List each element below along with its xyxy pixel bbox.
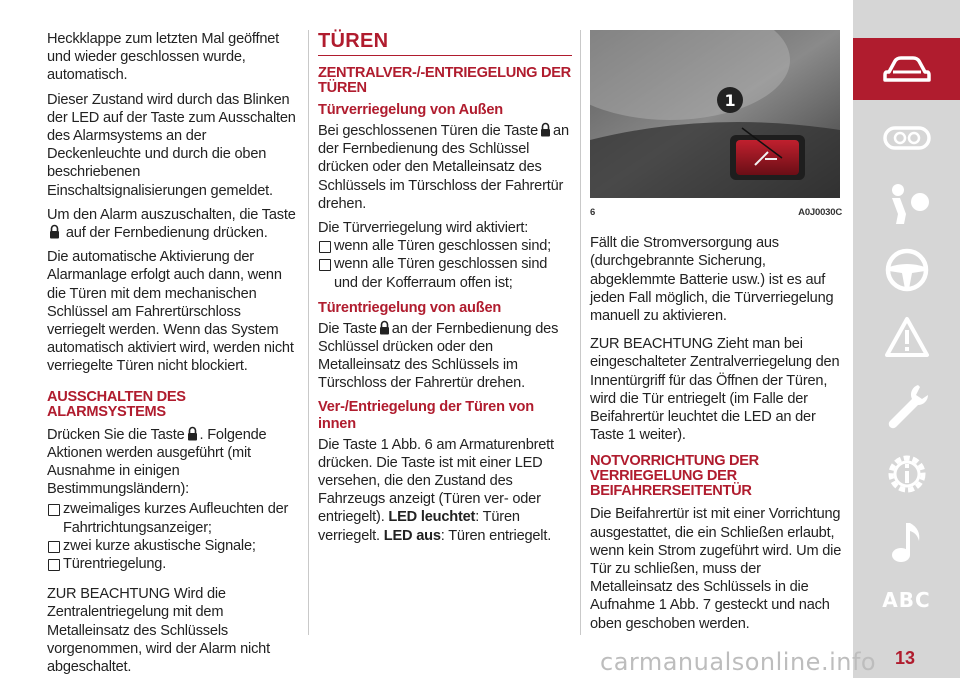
music-note-icon — [887, 517, 927, 567]
list-item: Türentriegelung. — [47, 555, 299, 573]
car-icon — [883, 54, 931, 84]
paragraph — [47, 206, 299, 242]
lock-key-icon — [187, 426, 198, 441]
bold-label: LED aus — [383, 527, 441, 544]
paragraph: Dieser Zustand wird durch das Blinken der LED auf der Taste zum Ausschalten des Alarmsystems an der Deckenleuchte und durch die oben beschriebenen Einschaltsignalisierungen gemeldet. — [47, 91, 296, 199]
dashboard-icon — [883, 125, 931, 151]
text: : Türen entriegelt. — [440, 527, 552, 544]
paragraph — [47, 426, 299, 499]
note: ZUR BEACHTUNG Zieht man bei eingeschalteter Zentralverriegelung den Innentürgriff für das Öffnen der Türen, wird die Tür entriegelt (im Falle der Beifahrertür leuchtet die LED an der Taste 1 weiter). — [590, 336, 840, 444]
sidebar-tab-maintenance[interactable] — [853, 378, 960, 434]
subsection-heading: Ver-/Entriegelung der Türen von innen — [318, 398, 534, 432]
text: an der Fernbedienung des Schlüssel drücken oder den Metalleinsatz des Schlüssels im Türschloss der Fahrertür drehen. — [318, 123, 569, 212]
paragraph: Die Türverriegelung wird aktiviert: — [318, 220, 529, 237]
list-item: zweimaliges kurzes Aufleuchten der Fahrtrichtungsanzeiger; — [47, 500, 299, 536]
text: : Türen verriegelt. — [318, 509, 520, 544]
paragraph — [318, 320, 572, 393]
bold-label: LED leuchtet — [388, 509, 476, 526]
column-divider — [580, 30, 581, 635]
chapter-title: TÜREN — [318, 30, 572, 56]
sidebar-tab-emergency[interactable] — [853, 312, 960, 362]
figure-number: 6 — [590, 207, 596, 218]
sidebar-abc-label: ABC — [882, 588, 931, 612]
paragraph — [318, 436, 572, 545]
figure-code: A0J0030C — [798, 207, 842, 218]
figure-door-lock-button — [590, 30, 840, 198]
paragraph: Die automatische Aktivierung der Alarmanlage erfolgt auch dann, wenn die Türen mit dem mechanischen Schlüssel am Fahrertürschloss verriegelt werden. Wenn das System automatisch aktiviert wird, werden nicht verriegelte Türen nicht blockiert. — [47, 249, 294, 375]
paragraph: Fällt die Stromversorgung aus (durchgebrannte Sicherung, abgeklemmte Batterie usw.) ist es auf jeden Fall möglich, die Türverriegelung manuell zu aktivieren. — [590, 235, 834, 325]
list-item: wenn alle Türen geschlossen sind und der Kofferraum offen ist; — [318, 255, 572, 291]
figure-callout-1: 1 — [724, 91, 736, 110]
column-1 — [47, 30, 299, 678]
column-divider — [308, 30, 309, 635]
text: auf der Fernbedienung drücken. — [65, 225, 268, 242]
text: Die Taste 1 Abb. 6 am Armaturenbrett drücken. Die Taste ist mit einer LED versehen, die den Zustand des Fahrzeugs anzeigt (Türen ver- oder entriegelt). — [318, 436, 554, 526]
subsection-heading: Türentriegelung von außen — [318, 299, 502, 316]
list-item: wenn alle Türen geschlossen sind; — [318, 237, 572, 255]
text: an der Fernbedienung des Schlüssel drücken oder den Metalleinsatz des Schlüssels im Türschloss der Fahrertür drehen. — [318, 320, 559, 392]
seat-airbag-icon — [884, 182, 930, 228]
paragraph: Heckklappe zum letzten Mal geöffnet und wieder geschlossen wurde, automatisch. — [47, 31, 280, 84]
sidebar-tab-driving[interactable] — [853, 245, 960, 295]
paragraph — [318, 122, 572, 213]
text: Die Taste — [318, 320, 377, 337]
sidebar-tab-dashboard[interactable] — [853, 118, 960, 158]
bullet-list — [318, 237, 572, 292]
bullet-list — [47, 500, 299, 573]
watermark: carmanualsonline.info — [600, 648, 877, 676]
column-3 — [590, 30, 842, 639]
chapter-sidebar — [853, 0, 960, 678]
lock-key-icon — [49, 224, 60, 239]
sidebar-tab-multimedia[interactable] — [853, 514, 960, 570]
list-item: zwei kurze akustische Signale; — [47, 537, 299, 555]
figure-caption — [590, 204, 842, 222]
text: Drücken Sie die Taste — [47, 426, 185, 443]
page-number: 13 — [894, 648, 916, 668]
lock-key-icon — [379, 320, 390, 335]
wrench-icon — [884, 381, 930, 431]
subsection-heading: Türverriegelung von Außen — [318, 102, 504, 118]
sidebar-tab-car[interactable] — [853, 38, 960, 100]
column-2 — [318, 30, 572, 551]
steering-wheel-icon — [884, 247, 930, 293]
note: ZUR BEACHTUNG Wird die Zentralentriegelung mit dem Metalleinsatz des Schlüssels vorgenommen, wird der Alarm nicht abgeschaltet. — [47, 586, 270, 676]
gear-info-icon — [882, 449, 932, 499]
sidebar-tab-technical-data[interactable] — [853, 446, 960, 502]
sidebar-tab-safety[interactable] — [853, 180, 960, 230]
text: Um den Alarm auszuschalten, die Taste — [47, 206, 296, 223]
sidebar-tab-index[interactable] — [853, 585, 960, 615]
lock-key-icon — [540, 122, 551, 137]
paragraph: Die Beifahrertür ist mit einer Vorrichtung ausgestattet, die ein Schließen erlaubt, wenn kein Strom zugeführt wird. Um die Tür zu schließen, muss der Metalleinsatz des Schlüssels in die Aufnahme 1 Abb. 7 gesteckt und nach oben geschoben werden. — [590, 506, 842, 632]
section-heading: ZENTRALVER-/-ENTRIEGELUNG DER TÜREN — [318, 65, 571, 96]
section-heading: NOTVORRICHTUNG DER VERRIEGELUNG DER BEIFAHRERSEITENTÜR — [590, 453, 759, 500]
text: Bei geschlossenen Türen die Taste — [318, 123, 539, 139]
warning-triangle-icon — [884, 315, 930, 359]
section-heading: AUSSCHALTEN DES ALARMSYSTEMS — [47, 388, 186, 420]
text: . Folgende Aktionen werden ausgeführt (mit Ausnahme in einigen Bestimmungsländern): — [47, 426, 267, 498]
